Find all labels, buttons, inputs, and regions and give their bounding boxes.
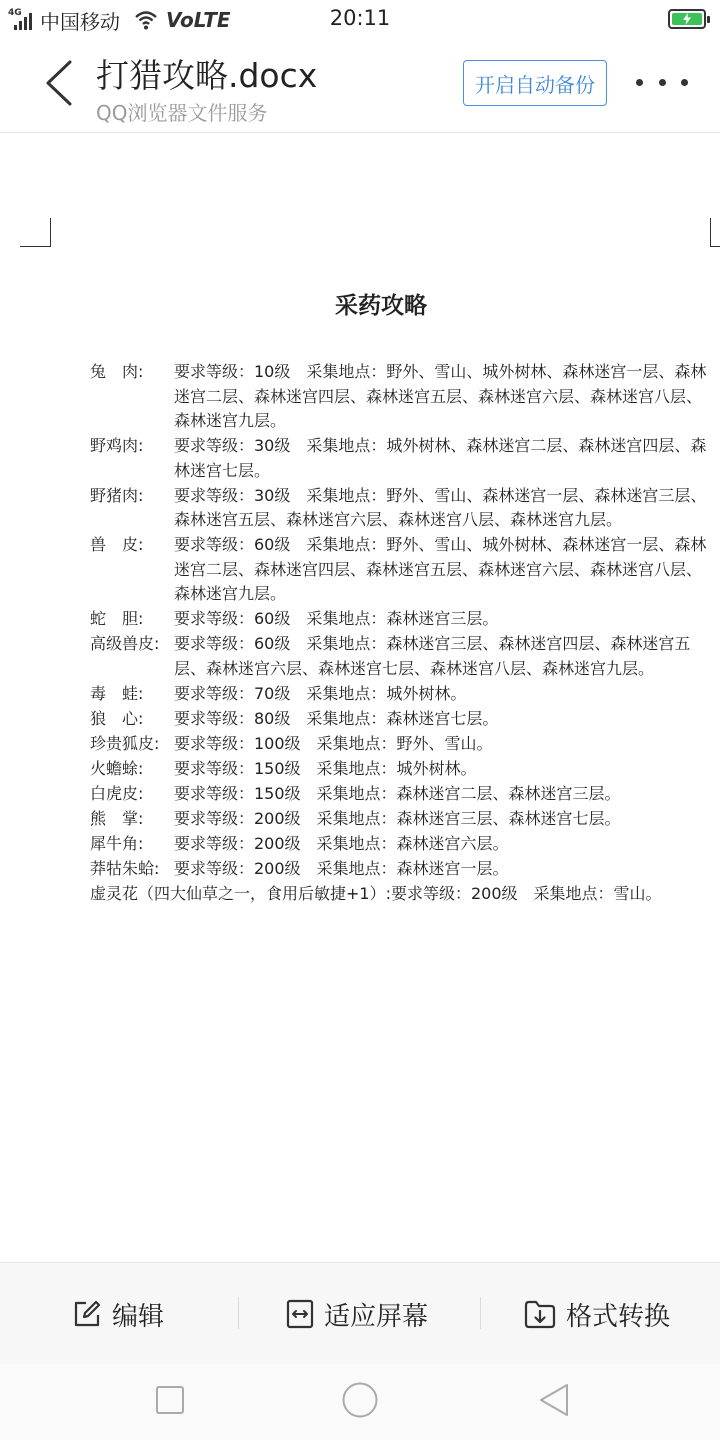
edit-icon (72, 1299, 102, 1329)
list-item (90, 882, 715, 907)
item-name: 火蟾蜍: (90, 758, 144, 778)
list-item (90, 857, 715, 882)
item-name: 毒 蛙: (90, 683, 144, 703)
item-name: 狼 心: (90, 708, 144, 728)
fit-screen-label: 适应屏幕 (324, 1301, 429, 1332)
list-item (90, 757, 715, 782)
item-name: 野鸡肉: (90, 436, 144, 455)
item-detail: 要求等级：60级 采集地点：森林迷宫三层、森林迷宫四层、森林迷宫五层、森林迷宫六层、森林迷宫七层、森林迷宫八层、森林迷宫九层。 (174, 634, 691, 678)
list-item (90, 782, 715, 807)
item-detail: 要求等级：60级 采集地点：森林迷宫三层。 (174, 609, 499, 628)
fit-screen-button[interactable] (286, 1263, 428, 1365)
item-name: 熊 掌: (90, 808, 144, 828)
page-corner-mark-left (20, 218, 51, 247)
item-detail: 要求等级：10级 采集地点：野外、雪山、城外树林、森林迷宫一层、森林迷宫二层、森林迷宫四层、森林迷宫五层、森林迷宫六层、森林迷宫八层、森林迷宫九层。 (174, 362, 707, 430)
recents-button[interactable] (150, 1380, 190, 1420)
network-type: 4G (8, 8, 22, 18)
more-options-icon[interactable] (636, 70, 688, 94)
item-name: 兔 肉: (90, 362, 144, 381)
item-detail: 要求等级：200级 采集地点：森林迷宫三层、森林迷宫七层。 (174, 808, 621, 828)
item-name: 珍贵狐皮: (90, 733, 160, 753)
list-item (90, 632, 715, 681)
item-detail: 要求等级：200级 采集地点：森林迷宫一层。 (174, 858, 509, 878)
battery-icon (668, 9, 706, 29)
document-heading: 采药攻略 (335, 293, 427, 319)
charging-bolt-icon (681, 13, 693, 25)
list-item (90, 360, 715, 434)
edit-button[interactable] (72, 1263, 164, 1365)
clock: 20:11 (329, 6, 391, 30)
list-item (90, 484, 715, 533)
carrier-name: 中国移动 (40, 9, 120, 34)
item-name: 白虎皮: (90, 783, 144, 803)
item-detail: 要求等级：60级 采集地点：野外、雪山、城外树林、森林迷宫一层、森林迷宫二层、森林迷宫四层、森林迷宫五层、森林迷宫六层、森林迷宫八层、森林迷宫九层。 (174, 535, 707, 603)
square-icon (155, 1385, 185, 1415)
item-name: 高级兽皮: (90, 634, 160, 653)
item-detail: 要求等级：200级 采集地点：雪山。 (390, 883, 662, 903)
home-button[interactable] (340, 1380, 380, 1420)
volte-indicator: VoLTE (166, 8, 231, 32)
list-item (90, 434, 715, 483)
list-item (90, 807, 715, 832)
item-name: 兽 皮: (90, 535, 144, 554)
list-item (90, 707, 715, 732)
system-nav-bar (0, 1364, 720, 1440)
back-button[interactable] (534, 1380, 574, 1420)
list-item (90, 832, 715, 857)
item-detail: 要求等级：80级 采集地点：森林迷宫七层。 (174, 708, 499, 728)
convert-label: 格式转换 (566, 1301, 671, 1332)
app-header (0, 40, 720, 133)
item-detail: 要求等级：200级 采集地点：森林迷宫六层。 (174, 833, 509, 853)
document-body (90, 360, 715, 907)
item-detail: 要求等级：150级 采集地点：城外树林。 (174, 758, 477, 778)
circle-icon (341, 1381, 379, 1419)
list-item (90, 732, 715, 757)
item-name: 犀牛角: (90, 833, 144, 853)
file-title: 打猎攻略.docx (96, 56, 318, 95)
item-name: 野猪肉: (90, 485, 144, 505)
toolbar-divider (238, 1297, 239, 1329)
convert-icon (524, 1299, 556, 1329)
auto-backup-button[interactable]: 开启自动备份 (463, 60, 607, 106)
status-bar (0, 0, 720, 40)
item-detail: 要求等级：70级 采集地点：城外树林。 (174, 683, 467, 703)
file-source: QQ浏览器文件服务 (96, 101, 268, 125)
item-detail: 要求等级：150级 采集地点：森林迷宫二层、森林迷宫三层。 (174, 783, 621, 803)
toolbar-divider (480, 1297, 481, 1329)
item-name: 莽牯朱蛤: (90, 858, 160, 878)
item-detail: 要求等级：30级 采集地点：城外树林、森林迷宫二层、森林迷宫四层、森林迷宫七层。 (174, 436, 707, 480)
item-detail: 要求等级：100级 采集地点：野外、雪山。 (174, 733, 493, 753)
edit-label: 编辑 (112, 1301, 165, 1332)
item-name: 虚灵花（四大仙草之一，食用后敏捷+1）: (90, 883, 391, 903)
bottom-toolbar (0, 1262, 720, 1365)
item-detail: 要求等级：30级 采集地点：野外、雪山、森林迷宫一层、森林迷宫三层、森林迷宫五层、森林迷宫六层、森林迷宫八层、森林迷宫九层。 (174, 485, 707, 529)
fit-screen-icon (286, 1299, 314, 1329)
page-corner-mark-right (710, 218, 720, 247)
list-item (90, 682, 715, 707)
list-item (90, 607, 715, 632)
list-item (90, 533, 715, 607)
format-convert-button[interactable] (524, 1263, 670, 1365)
triangle-back-icon (537, 1382, 571, 1418)
item-name: 蛇 胆: (90, 609, 144, 628)
back-arrow-icon[interactable] (40, 58, 80, 108)
